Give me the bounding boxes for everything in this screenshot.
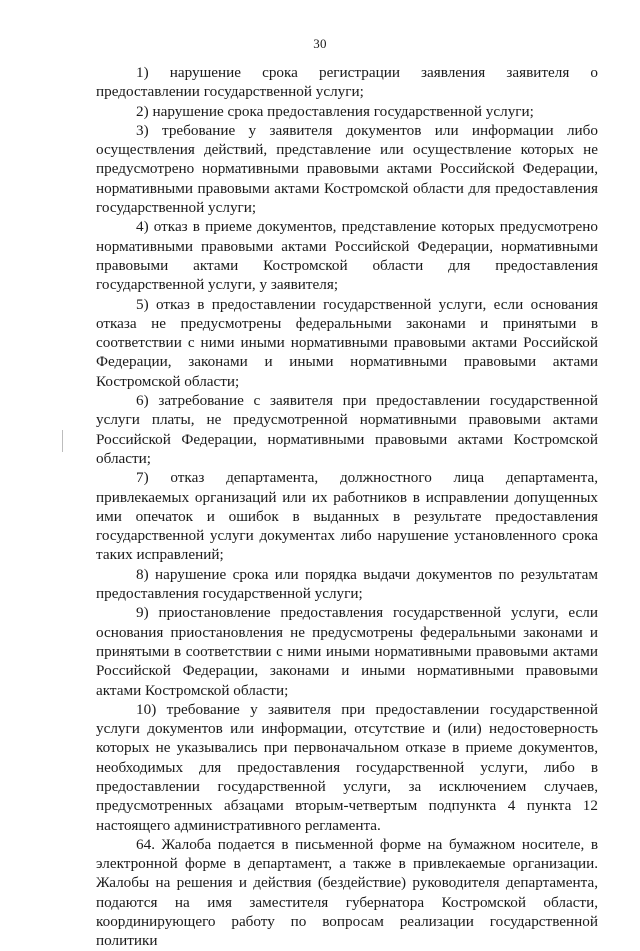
paragraph-item-5: 5) отказ в предоставлении государственной услуги, если основания отказа не предусмотрены федеральными законами и принятыми в соответствии с ними иными нормативными правовыми актами Российской Федерации, законами и иными нормативными правовыми актами Костромской области; (96, 295, 598, 390)
paragraph-item-10: 10) требование у заявителя при предоставлении государственной услуги документов или информации, отсутствие и (или) недостоверность которых не указывались при первоначальном отказе в приеме документов, необходимых для предоставления государственной услуги, либо в предоставлении государственной услуги, за исключением случаев, предусмотренных абзацами вторым-четвертым подпункта 4 пункта 12 настоящего административного регламента. (96, 700, 598, 834)
paragraph-item-3: 3) требование у заявителя документов или информации либо осуществления действий, представление или осуществление которых не предусмотрено нормативными правовыми актами Российской Федерации, нормативными правовыми актами Костромской области для предоставления государственной услуги; (96, 121, 598, 217)
paragraph-point-64: 64. Жалоба подается в письменной форме на бумажном носителе, в электронной форме в департамент, а также в привлекаемые организации. Жалобы на решения и действия (бездействие) руководителя департамента, подаются на имя заместителя губернатора Костромской области, координирующего работу по вопросам реализации государственной политики (96, 835, 598, 950)
document-body (96, 63, 598, 951)
page-number: 30 (313, 36, 327, 51)
paragraph-item-4: 4) отказ в приеме документов, представление которых предусмотрено нормативными правовыми актами Российской Федерации, нормативными правовыми актами Костромской области для предоставления государственной услуги, у заявителя; (96, 218, 598, 294)
paragraph-item-1: 1) нарушение срока регистрации заявления заявителя о предоставлении государственной услуги; (96, 64, 598, 101)
scan-artifact-mark (62, 430, 63, 452)
paragraph-item-2: 2) нарушение срока предоставления государственной услуги; (136, 102, 534, 120)
paragraph-item-8: 8) нарушение срока или порядка выдачи документов по результатам предоставления государственной услуги; (96, 565, 598, 603)
paragraph-item-9: 9) приостановление предоставления государственной услуги, если основания приостановления не предусмотрены федеральными законами и принятыми в соответствии с ними иными нормативными правовыми актами Российской Федерации, законами и иными нормативными правовыми актами Костромской области; (96, 604, 598, 699)
paragraph-item-7: 7) отказ департамента, должностного лица департамента, привлекаемых организаций или их работников в исправлении допущенных ими опечаток и ошибок в выданных в результате предоставления государственной услуги документах либо нарушение установленного срока таких исправлений; (96, 469, 598, 564)
paragraph-item-6: 6) затребование с заявителя при предоставлении государственной услуги платы, не предусмотренной нормативными правовыми актами Российской Федерации, нормативными правовыми актами Костромской области; (96, 392, 598, 467)
